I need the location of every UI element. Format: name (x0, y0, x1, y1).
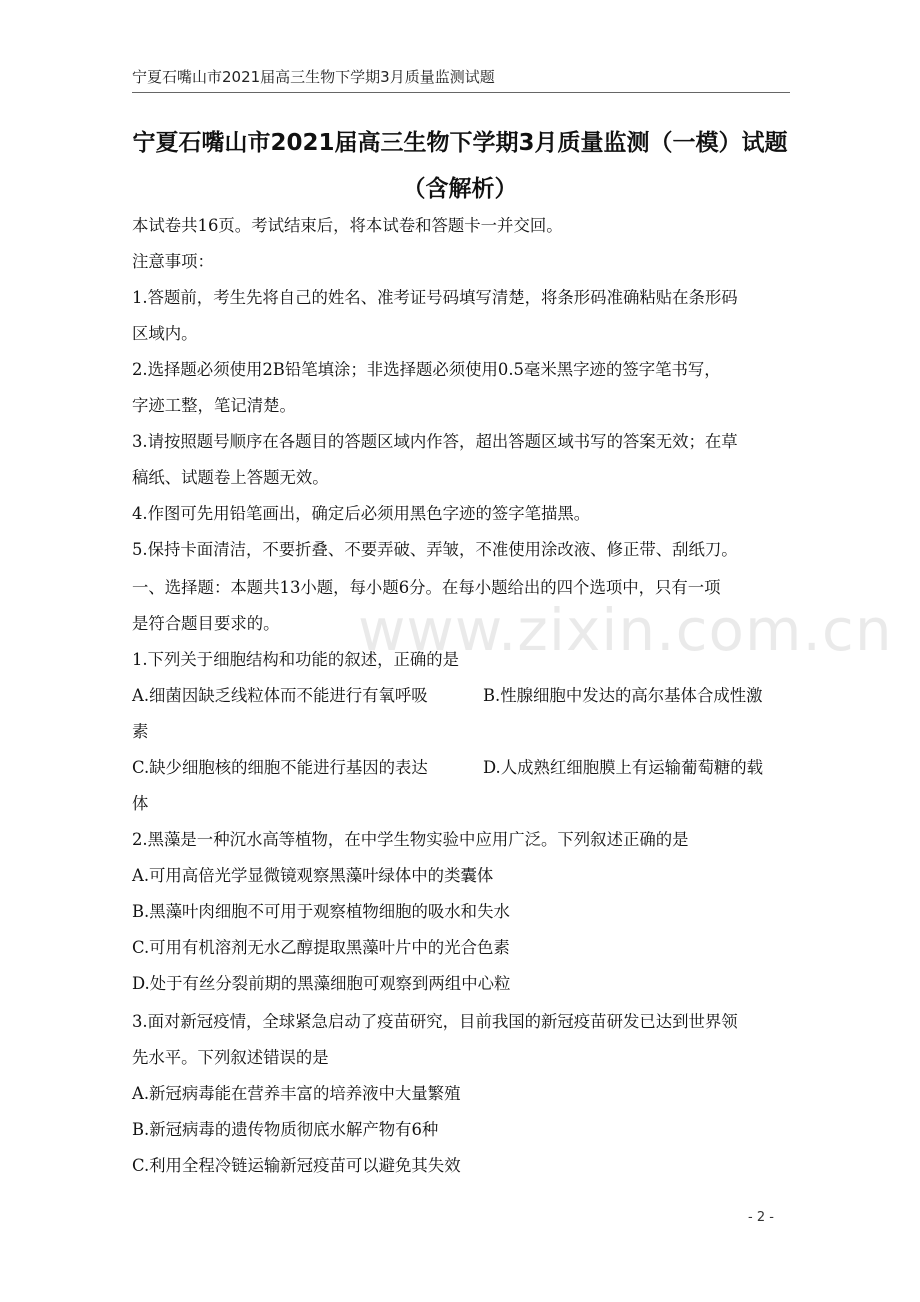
q1-option-c: C.缺少细胞核的细胞不能进行基因的表达 (132, 758, 428, 777)
notice-5: 5.保持卡面清洁，不要折叠、不要弄破、弄皱，不准使用涂改液、修正带、刮纸刀。 (132, 540, 738, 559)
q1-option-d-cont: 体 (132, 794, 149, 813)
header-rule (132, 92, 790, 93)
q3-option-c: C.利用全程冷链运输新冠疫苗可以避免其失效 (132, 1156, 461, 1175)
notice-2-line-1: 2.选择题必须使用2B铅笔填涂；非选择题必须使用0.5毫米黑字迹的签字笔书写， (132, 360, 721, 379)
watermark: www.zixin.com.cn (358, 596, 893, 664)
q1-option-a: A.细菌因缺乏线粒体而不能进行有氧呼吸 (132, 686, 428, 705)
notice-4: 4.作图可先用铅笔画出，确定后必须用黑色字迹的签字笔描黑。 (132, 504, 591, 523)
section-heading-line-2: 是符合题目要求的。 (132, 614, 280, 633)
notice-2-line-2: 字迹工整，笔记清楚。 (132, 396, 296, 415)
intro-text: 本试卷共16页。考试结束后，将本试卷和答题卡一并交回。 (132, 216, 563, 235)
page-subtitle: （含解析） (402, 176, 518, 202)
page-title: 宁夏石嘴山市2021届高三生物下学期3月质量监测（一模）试题 (132, 130, 788, 156)
q1-stem: 1.下列关于细胞结构和功能的叙述，正确的是 (132, 650, 460, 669)
q1-option-d: D.人成熟红细胞膜上有运输葡萄糖的载 (483, 758, 764, 777)
notice-3-line-2: 稿纸、试题卷上答题无效。 (132, 468, 329, 487)
q1-option-b: B.性腺细胞中发达的高尔基体合成性激 (483, 686, 763, 705)
notice-3-line-1: 3.请按照题号顺序在各题目的答题区域内作答，超出答题区域书写的答案无效；在草 (132, 432, 738, 451)
q2-option-a: A.可用高倍光学显微镜观察黑藻叶绿体中的类囊体 (132, 866, 494, 885)
notice-1-line-2: 区域内。 (132, 324, 198, 343)
q2-option-c: C.可用有机溶剂无水乙醇提取黑藻叶片中的光合色素 (132, 938, 510, 957)
running-header: 宁夏石嘴山市2021届高三生物下学期3月质量监测试题 (132, 68, 495, 86)
q2-option-b: B.黑藻叶肉细胞不可用于观察植物细胞的吸水和失水 (132, 902, 510, 921)
section-heading-line-1: 一、选择题：本题共13小题，每小题6分。在每小题给出的四个选项中，只有一项 (132, 578, 721, 597)
q1-option-b-cont: 素 (132, 722, 149, 741)
q3-option-a: A.新冠病毒能在营养丰富的培养液中大量繁殖 (132, 1084, 461, 1103)
q3-stem-line-2: 先水平。下列叙述错误的是 (132, 1048, 329, 1067)
q3-option-b: B.新冠病毒的遗传物质彻底水解产物有6种 (132, 1120, 439, 1139)
notice-heading: 注意事项： (132, 252, 214, 271)
q2-option-d: D.处于有丝分裂前期的黑藻细胞可观察到两组中心粒 (132, 974, 511, 993)
notice-1-line-1: 1.答题前，考生先将自己的姓名、准考证号码填写清楚，将条形码准确粘贴在条形码 (132, 288, 738, 307)
q3-stem-line-1: 3.面对新冠疫情，全球紧急启动了疫苗研究，目前我国的新冠疫苗研发已达到世界领 (132, 1012, 738, 1031)
page-number: - 2 - (748, 1210, 774, 1225)
q2-stem: 2.黑藻是一种沉水高等植物，在中学生物实验中应用广泛。下列叙述正确的是 (132, 830, 689, 849)
